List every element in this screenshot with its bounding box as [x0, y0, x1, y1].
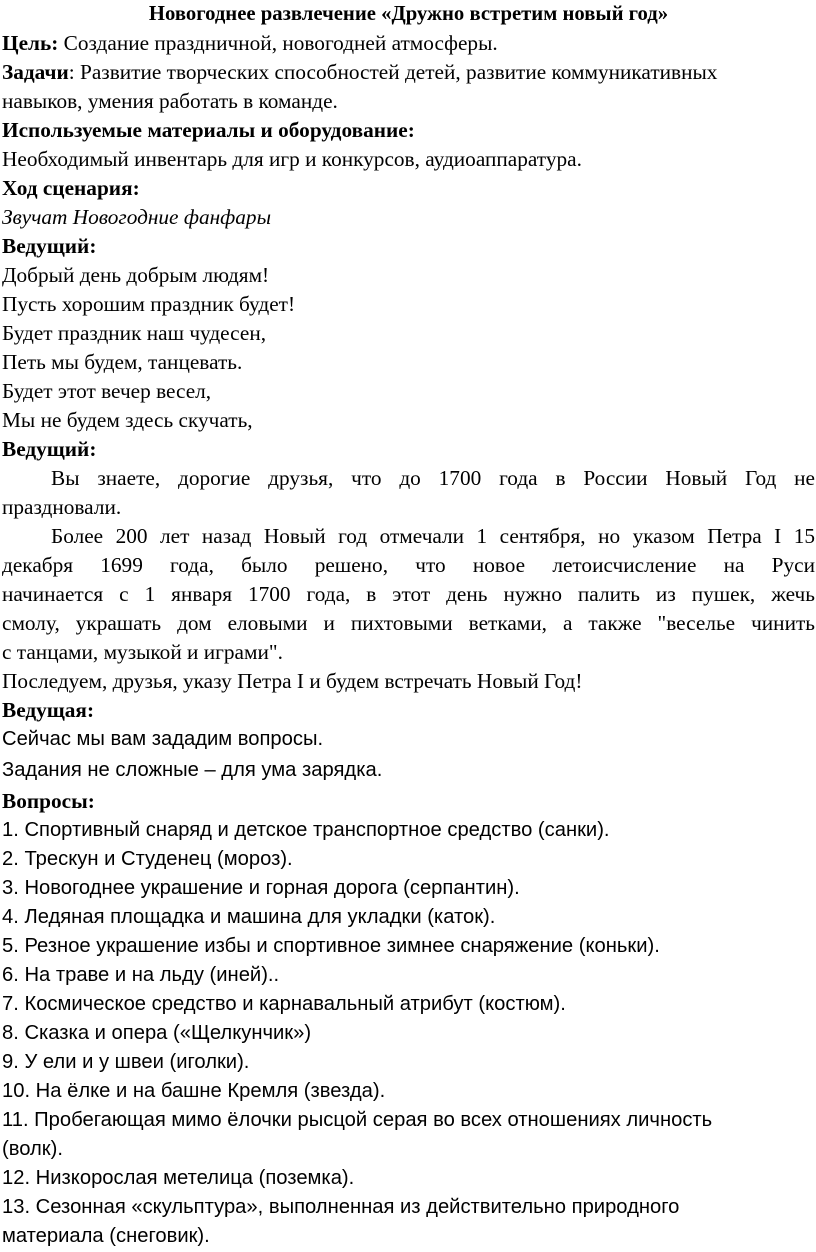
paragraph-line: с танцами, музыкой и играми". — [2, 640, 283, 664]
question-item: 11. Пробегающая мимо ёлочки рысцой серая во всех отношениях личность — [2, 1109, 713, 1131]
verse-line: Пусть хорошим праздник будет! — [2, 292, 296, 316]
paragraph-line: Последуем, друзья, указу Петра I и будем встречать Новый Год! — [2, 669, 583, 693]
verse-line: Будет праздник наш чудесен, — [2, 321, 267, 345]
goal-label: Цель: — [2, 31, 59, 55]
paragraph-line: праздновали. — [2, 495, 122, 519]
question-item: (волк). — [2, 1138, 63, 1160]
materials-text: Необходимый инвентарь для игр и конкурсов, аудиоаппаратура. — [2, 147, 582, 171]
host-label-3: Ведущая: — [2, 698, 95, 722]
stage-direction: Звучат Новогодние фанфары — [2, 205, 272, 229]
materials-heading: Используемые материалы и оборудование: — [2, 118, 415, 142]
document-title: Новогоднее развлечение «Дружно встретим новый год» — [148, 3, 669, 25]
verse-block — [2, 261, 815, 435]
tasks-line-2: навыков, умения работать в команде. — [2, 89, 338, 113]
question-item: 2. Трескун и Студенец (мороз). — [2, 848, 293, 870]
verse-line: Добрый день добрым людям! — [2, 263, 270, 287]
question-item: 5. Резное украшение избы и спортивное зимнее снаряжение (коньки). — [2, 935, 660, 957]
tasks-label: Задачи — [2, 60, 69, 84]
host-label-1: Ведущий: — [2, 234, 97, 258]
goal-text: Создание праздничной, новогодней атмосферы. — [58, 31, 498, 55]
question-item: 4. Ледяная площадка и машина для укладки (каток). — [2, 906, 496, 928]
paragraph-line: начинается с 1 января 1700 года, в этот день нужно палить из пушек, жечь — [2, 582, 815, 606]
verse-line: Будет этот вечер весел, — [2, 379, 212, 403]
paragraph-line: декабря 1699 года, было решено, что новое летоисчисление на Руси — [2, 553, 815, 577]
questions-list — [2, 816, 815, 1251]
question-item: 6. На траве и на льду (иней).. — [2, 964, 280, 986]
question-item: 9. У ели и у швеи (иголки). — [2, 1051, 250, 1073]
paragraph-line: Вы знаете, дорогие друзья, что до 1700 года в России Новый Год не — [51, 466, 815, 490]
question-item: 7. Космическое средство и карнавальный атрибут (костюм). — [2, 993, 566, 1015]
question-item: 3. Новогоднее украшение и горная дорога (серпантин). — [2, 877, 520, 899]
verse-line: Мы не будем здесь скучать, — [2, 408, 253, 432]
question-item: 10. На ёлке и на башне Кремля (звезда). — [2, 1080, 386, 1102]
question-item: 1. Спортивный снаряд и детское транспортное средство (санки). — [2, 819, 610, 841]
questions-heading: Вопросы: — [2, 789, 95, 813]
tasks-line-1 — [2, 58, 815, 87]
question-item: материала (снеговик). — [2, 1225, 210, 1247]
goal-line — [2, 29, 815, 58]
host-label-2: Ведущий: — [2, 437, 97, 461]
paragraph-line: Более 200 лет назад Новый год отмечали 1 сентября, но указом Петра I 15 — [51, 524, 815, 548]
question-item: 8. Сказка и опера («Щелкунчик») — [2, 1022, 312, 1044]
question-item: 12. Низкорослая метелица (поземка). — [2, 1167, 355, 1189]
paragraph-line: смолу, украшать дом еловыми и пихтовыми ветками, а также "веселье чинить — [2, 611, 815, 635]
scenario-heading: Ход сценария: — [2, 176, 140, 200]
verse-line: Петь мы будем, танцевать. — [2, 350, 243, 374]
host-line: Сейчас мы вам зададим вопросы. — [2, 728, 324, 750]
tasks-text-1: : Развитие творческих способностей детей, развитие коммуникативных — [68, 60, 718, 84]
host-line: Задания не сложные – для ума зарядка. — [2, 759, 383, 781]
question-item: 13. Сезонная «скульптура», выполненная из действительно природного — [2, 1196, 680, 1218]
